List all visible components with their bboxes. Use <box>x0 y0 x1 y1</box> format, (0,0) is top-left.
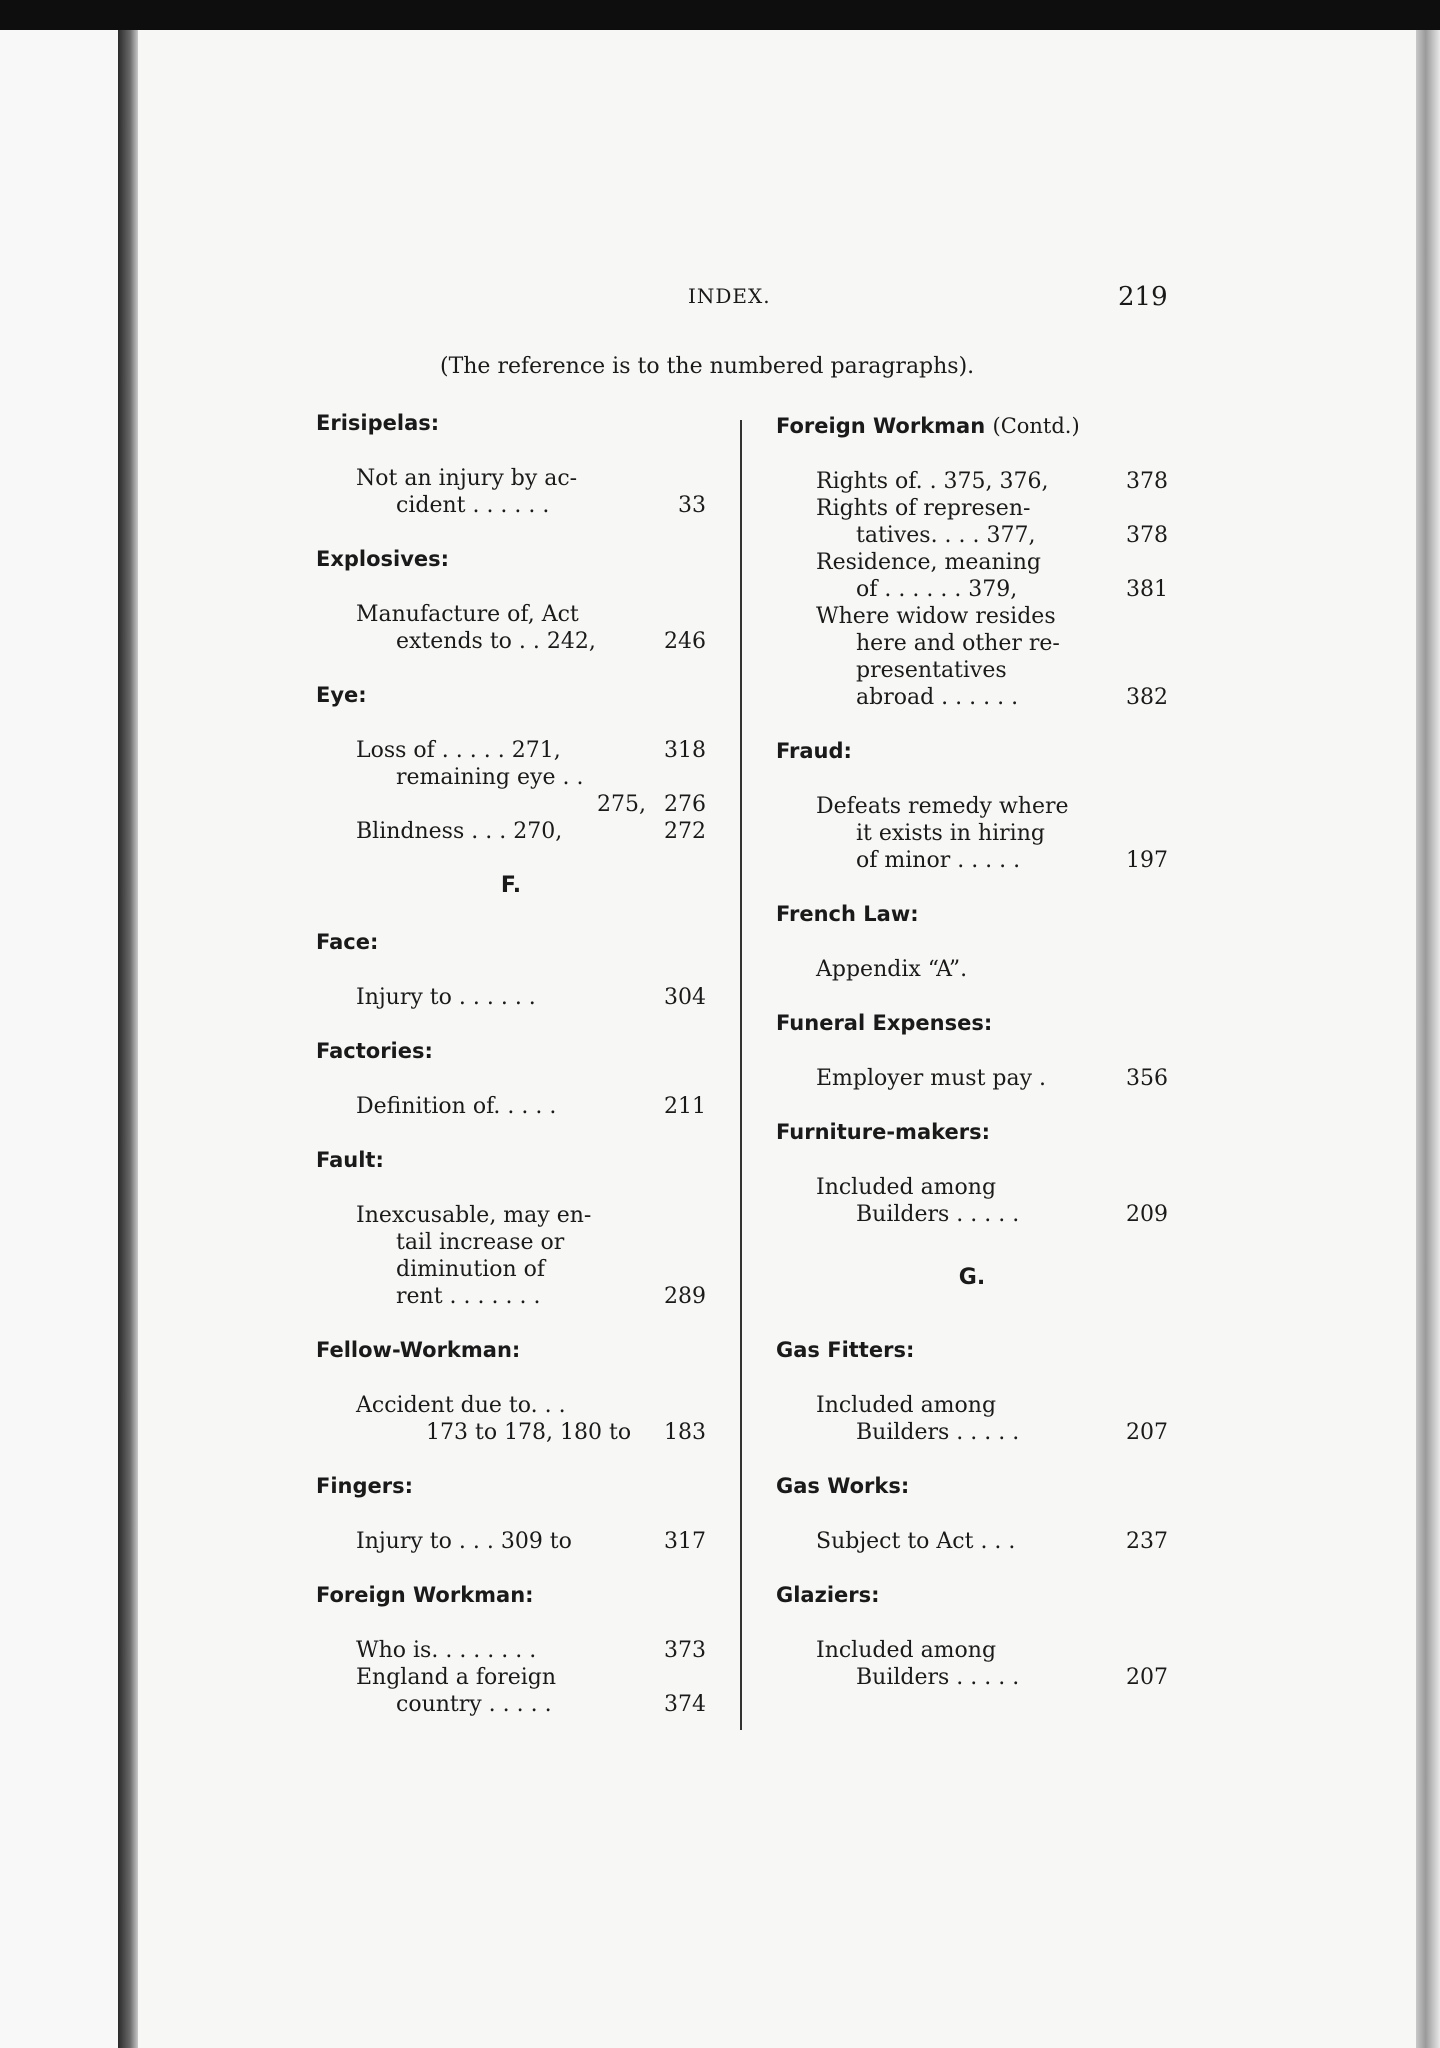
index-entry <box>776 1637 1168 1691</box>
index-entry <box>776 793 1168 874</box>
page-ref: 378 <box>1126 469 1168 494</box>
page-ref: 33 <box>678 493 706 518</box>
page-ref: 373 <box>664 1638 706 1663</box>
entry-text: 275, <box>597 792 646 817</box>
book-spine <box>118 30 138 2048</box>
page-ref: 317 <box>664 1529 706 1554</box>
page-number: 219 <box>1118 282 1168 312</box>
entry-text: remaining eye . . <box>396 765 584 790</box>
entry-text: Injury to . . . . . . <box>356 985 536 1010</box>
entry-text: of . . . . . . 379, <box>856 577 1018 602</box>
entry-text: Appendix “A”. <box>816 957 968 982</box>
page-ref: 183 <box>664 1420 706 1445</box>
page-ref: 211 <box>664 1094 706 1119</box>
index-entry <box>316 984 706 1011</box>
index-entry <box>776 1174 1168 1228</box>
entry-text: Manufacture of, Act <box>356 602 579 627</box>
entry-text: presentatives <box>856 658 1007 683</box>
page-ref: 289 <box>664 1284 706 1309</box>
entry-text: Employer must pay . <box>816 1066 1047 1091</box>
page-ref: 237 <box>1126 1529 1168 1554</box>
entry-text: tatives. . . . 377, <box>856 523 1036 548</box>
entry-text: Defeats remedy where <box>816 794 1069 819</box>
index-entry <box>316 1202 706 1310</box>
entry-text: extends to . . 242, <box>396 629 596 654</box>
page-ref: 356 <box>1126 1066 1168 1091</box>
entry-text: England a foreign <box>356 1665 557 1690</box>
entry-text: Builders . . . . . <box>856 1665 1020 1690</box>
index-entry <box>776 1065 1168 1092</box>
index-entry <box>316 601 706 655</box>
index-entry <box>776 956 1168 983</box>
entry-text: Loss of . . . . . 271, <box>356 738 561 763</box>
index-heading: Furniture-makers: <box>776 1120 991 1144</box>
page-ref: 374 <box>664 1692 706 1717</box>
index-heading: French Law: <box>776 902 919 926</box>
index-heading: Erisipelas: <box>316 411 440 435</box>
index-entry <box>316 737 706 845</box>
entry-text: 173 to 178, 180 to <box>426 1420 632 1445</box>
entry-text: Rights of represen- <box>816 496 1031 521</box>
entry-text: tail increase or <box>396 1230 565 1255</box>
entry-text: Included among <box>816 1638 997 1663</box>
entry-text: cident . . . . . . <box>396 493 550 518</box>
scan-top-border <box>0 0 1440 30</box>
index-heading: Foreign Workman: <box>316 1583 534 1607</box>
entry-text: Inexcusable, may en- <box>356 1203 592 1228</box>
page-ref: 318 <box>664 738 706 763</box>
continued-label: (Contd.) <box>992 414 1080 438</box>
index-heading: Factories: <box>316 1039 433 1063</box>
index-heading: Gas Works: <box>776 1474 910 1498</box>
entry-text: Included among <box>816 1393 997 1418</box>
index-heading: Funeral Expenses: <box>776 1011 993 1035</box>
index-heading: Explosives: <box>316 547 450 571</box>
page-ref: 304 <box>664 985 706 1010</box>
page-ref: 197 <box>1126 848 1168 873</box>
index-heading: Glaziers: <box>776 1583 880 1607</box>
index-heading: Fellow-Workman: <box>316 1338 521 1362</box>
entry-text: of minor . . . . . <box>856 848 1021 873</box>
running-head: INDEX. <box>688 284 771 308</box>
entry-text: diminution of <box>396 1257 546 1282</box>
index-entry <box>316 465 706 519</box>
page-ref: 246 <box>664 629 706 654</box>
index-entry <box>316 1093 706 1120</box>
index-heading: Fingers: <box>316 1474 414 1498</box>
page-ref: 207 <box>1126 1420 1168 1445</box>
index-heading: Eye: <box>316 683 367 707</box>
entry-text: Builders . . . . . <box>856 1420 1020 1445</box>
entry-text: Accident due to. . . <box>356 1393 566 1418</box>
index-heading: Face: <box>316 930 379 954</box>
entry-text: Included among <box>816 1175 997 1200</box>
column-divider <box>740 420 742 1730</box>
facing-page-edge <box>0 30 118 2048</box>
page-ref: 276 <box>664 792 706 817</box>
heading-text: Foreign Workman <box>776 414 986 438</box>
section-letter: G. <box>958 1265 986 1290</box>
entry-text: Residence, meaning <box>816 550 1041 575</box>
entry-text: Where widow resides <box>816 604 1056 629</box>
page-ref: 272 <box>664 819 706 844</box>
index-heading: Gas Fitters: <box>776 1338 915 1362</box>
entry-text: abroad . . . . . . <box>856 685 1019 710</box>
entry-text: Who is. . . . . . . . <box>356 1638 537 1663</box>
entry-text: it exists in hiring <box>856 821 1045 846</box>
index-heading <box>776 413 1168 440</box>
page-ref: 207 <box>1126 1665 1168 1690</box>
reference-note: (The reference is to the numbered paragraphs). <box>440 354 975 379</box>
page-ref: 382 <box>1126 685 1168 710</box>
entry-text: Injury to . . . 309 to <box>356 1529 572 1554</box>
index-entry <box>316 1637 706 1718</box>
entry-text: Blindness . . . 270, <box>356 819 563 844</box>
entry-text: country . . . . . <box>396 1692 552 1717</box>
page-ref: 381 <box>1126 577 1168 602</box>
entry-text: here and other re- <box>856 631 1060 656</box>
entry-text: Subject to Act . . . <box>816 1529 1016 1554</box>
entry-text: rent . . . . . . . <box>396 1284 541 1309</box>
page-ref: 209 <box>1126 1202 1168 1227</box>
page-edge <box>1416 30 1440 2048</box>
page-ref: 378 <box>1126 523 1168 548</box>
entry-text: Rights of. . 375, 376, <box>816 469 1049 494</box>
entry-text: Definition of. . . . . <box>356 1094 557 1119</box>
index-heading: Fraud: <box>776 739 852 763</box>
index-entry <box>316 1392 706 1446</box>
index-column-left <box>316 410 706 1745</box>
index-column-right <box>776 413 1168 1718</box>
index-heading: Fault: <box>316 1148 384 1172</box>
index-entry <box>776 1528 1168 1555</box>
index-entry <box>776 468 1168 711</box>
entry-text: Not an injury by ac- <box>356 466 578 491</box>
index-entry <box>316 1528 706 1555</box>
index-entry <box>776 1392 1168 1446</box>
section-letter: F. <box>500 873 522 898</box>
entry-text: Builders . . . . . <box>856 1202 1020 1227</box>
